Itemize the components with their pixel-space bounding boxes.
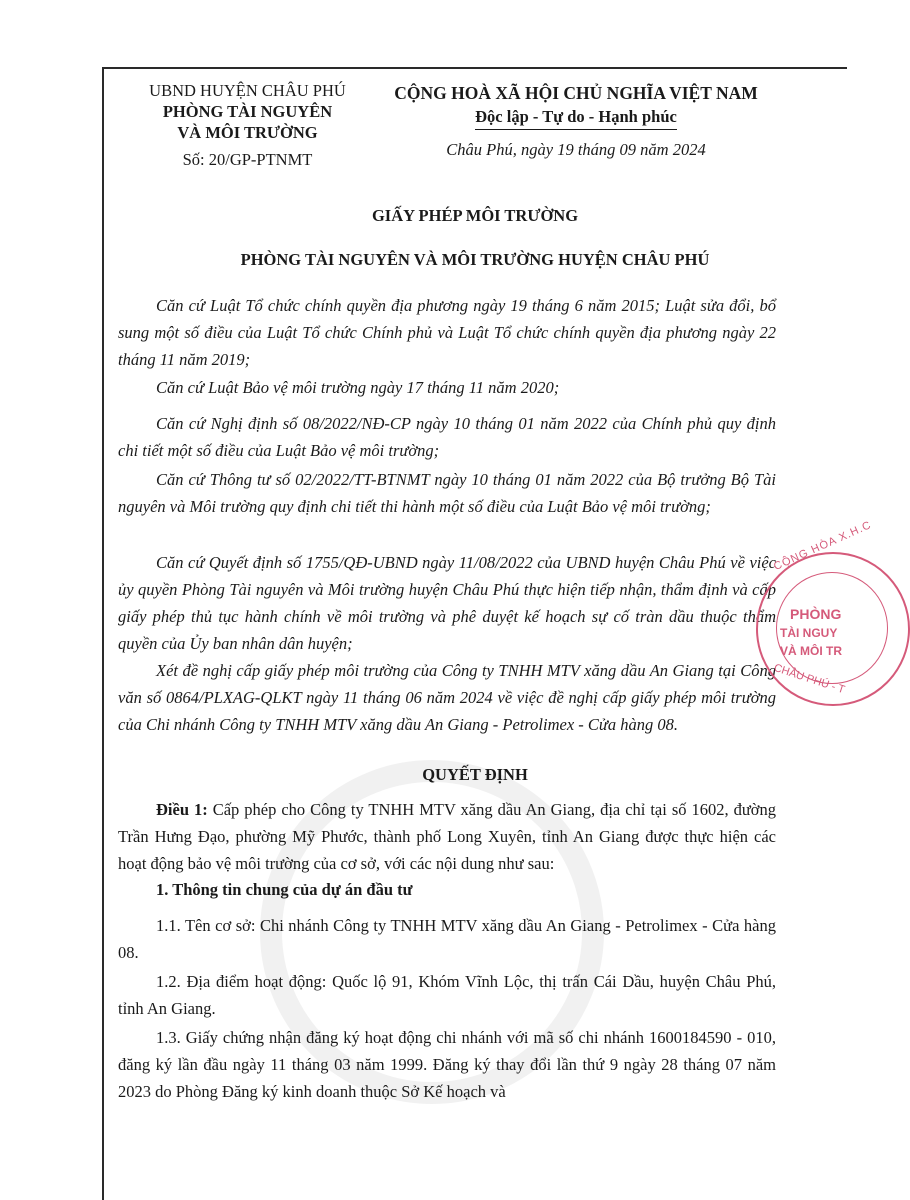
- list-item: 1.3. Giấy chứng nhận đăng ký hoạt động chi nhánh với mã số chi nhánh 1600184590 - 010, đăng ký lần đầu ngày 11 tháng 03 năm 1999. Đăng ký thay đổi lần thứ 9 ngày 28 tháng 07 năm 2023 do Phòng Đăng ký kinh doanh thuộc Sở Kế hoạch và: [118, 1028, 776, 1101]
- seal-line2: TÀI NGUY: [780, 626, 838, 640]
- section-1-heading: 1. Thông tin chung của dự án đầu tư: [156, 880, 413, 899]
- national-motto: Độc lập - Tự do - Hạnh phúc: [475, 105, 677, 130]
- seal-line3: VÀ MÔI TR: [780, 644, 842, 658]
- seal-bottom-text: CHÂU PHÚ - T: [772, 662, 847, 697]
- national-header-block: [375, 82, 777, 161]
- preamble-item: Căn cứ Thông tư số 02/2022/TT-BTNMT ngày 10 tháng 01 năm 2022 của Bộ trưởng Bộ Tài nguyên và Môi trường quy định chi tiết thi hành một số điều của Luật Bảo vệ môi trường;: [118, 470, 776, 516]
- official-seal: [756, 519, 910, 706]
- list-item: 1.2. Địa điểm hoạt động: Quốc lộ 91, Khóm Vĩnh Lộc, thị trấn Cái Dầu, huyện Châu Phú, tỉnh An Giang.: [118, 972, 776, 1018]
- article-1-lead: Điều 1:: [156, 800, 208, 819]
- agency-name-line2: VÀ MÔI TRƯỜNG: [177, 123, 318, 142]
- article-1: [118, 796, 776, 877]
- preamble-item: Căn cứ Quyết định số 1755/QĐ-UBND ngày 11/08/2022 của UBND huyện Châu Phú về việc ủy quyền Phòng Tài nguyên và Môi trường huyện Châu Phú thực hiện tiếp nhận, thẩm định và cấp giấy phép thủ tục hành chính về môi trường và phê duyệt kế hoạch sự cố tràn dầu thuộc thẩm quyền của Ủy ban nhân dân huyện;: [118, 553, 776, 653]
- preamble-item: Căn cứ Luật Tổ chức chính quyền địa phương ngày 19 tháng 6 năm 2015; Luật sửa đổi, bổ sung một số điều của Luật Tổ chức Chính phủ và Luật Tổ chức chính quyền địa phương ngày 22 tháng 11 năm 2019;: [118, 296, 776, 369]
- article-1-text: Cấp phép cho Công ty TNHH MTV xăng dầu An Giang, địa chỉ tại số 1602, đường Trần Hưng Đạo, phường Mỹ Phước, thành phố Long Xuyên, tỉnh An Giang được thực hiện các hoạt động bảo vệ môi trường của cơ sở, với các nội dung như sau:: [118, 800, 776, 873]
- document-title: GIẤY PHÉP MÔI TRƯỜNG: [371, 206, 579, 225]
- scan-border-left: [102, 67, 104, 1200]
- issuing-agency-block: [130, 80, 365, 170]
- preamble-item: Xét đề nghị cấp giấy phép môi trường của Công ty TNHH MTV xăng dầu An Giang tại Công văn số 0864/PLXAG-QLKT ngày 11 tháng 06 năm 2024 về việc đề nghị cấp giấy phép môi trường của Chi nhánh Công ty TNHH MTV xăng dầu An Giang - Petrolimex - Cửa hàng 08.: [118, 661, 776, 734]
- list-item: 1.1. Tên cơ sở: Chi nhánh Công ty TNHH MTV xăng dầu An Giang - Petrolimex - Cửa hàng 08.: [118, 916, 776, 962]
- preamble-item: Căn cứ Luật Bảo vệ môi trường ngày 17 tháng 11 năm 2020;: [156, 378, 560, 397]
- agency-parent: UBND HUYỆN CHÂU PHÚ: [149, 81, 346, 100]
- preamble-item: Căn cứ Nghị định số 08/2022/NĐ-CP ngày 10 tháng 01 năm 2022 của Chính phủ quy định chi tiết một số điều của Luật Bảo vệ môi trường;: [118, 414, 776, 460]
- issue-date: Châu Phú, ngày 19 tháng 09 năm 2024: [446, 140, 706, 159]
- agency-name-line1: PHÒNG TÀI NGUYÊN: [162, 102, 333, 121]
- issuer-title: PHÒNG TÀI NGUYÊN VÀ MÔI TRƯỜNG HUYỆN CHÂU PHÚ: [240, 250, 710, 269]
- decision-heading: QUYẾT ĐỊNH: [422, 765, 528, 784]
- nation-name: CỘNG HOÀ XÃ HỘI CHỦ NGHĨA VIỆT NAM: [394, 83, 758, 103]
- seal-line1: PHÒNG: [790, 606, 842, 622]
- scan-border-top: [102, 67, 847, 69]
- document-number: Số: 20/GP-PTNMT: [182, 150, 313, 169]
- seal-top-text: CỘNG HÒA X.H.C: [772, 519, 874, 573]
